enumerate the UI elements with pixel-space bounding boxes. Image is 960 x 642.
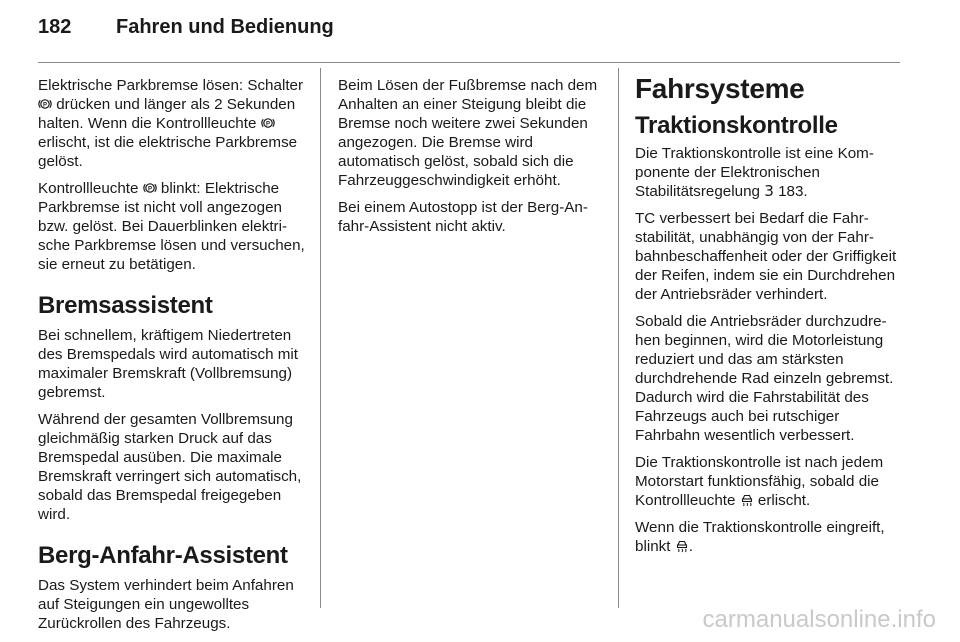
heading-fahrsysteme: Fahrsysteme [635,73,805,104]
svg-text:P: P [42,102,48,109]
parking-brake-icon [38,97,52,111]
paragraph-release-brake: Elektrische Parkbremse lösen: Schalter P drücken und länger als 2 Sekunden halten. Wenn die Kontrollleuchte P erlischt, ist die elektrische Parkbremse gelöst. [38,77,304,170]
paragraph-indicator-blinks: Kontrollleuchte P blinkt: Elektrische Parkbremse ist nicht voll angezogen bzw. gelöst. Bei Dauerblinken elektrische Parkbremse lösen und versuchen, sie erneut zu betätigen. [38,180,305,273]
paragraph-wheels-spin: Sobald die Antriebsräder durchzudrehen beginnen, wird die Motorleistung reduziert und das am stärksten durchdrehende Rad einzeln gebremst. Dadurch wird die Fahrstabilität des Fahrzeugs auch bei rutschiger Fahrbahn wesentlich verbessert. [635,313,894,444]
paragraph-tc-component: Die Traktionskontrolle ist eine Komponente der Elektronischen Stabilitätsregelung 3 183. [635,145,874,200]
paragraph-tc-improves: TC verbessert bei Bedarf die Fahrstabilität, unabhängig von der Fahrbahnbeschaffenheit oder der Griffigkeit der Reifen, indem sie ein Durchdrehen der Antriebsräder verhindert. [635,210,897,303]
column-2 [338,76,604,244]
heading-berg-anfahr-assistent: Berg-Anfahr-Assistent [38,542,288,569]
paragraph-full-braking: Während der gesamten Vollbremsung gleichmäßig starken Druck auf das Bremspedal ausüben. Die maximale Bremskraft verringert sich automatisch, sobald das Bremspedal freigegeben wird. [38,411,302,523]
svg-text:P: P [265,121,270,128]
column-3 [635,72,905,564]
svg-text:P: P [147,186,152,193]
page-title: Fahren und Bedienung [116,16,334,38]
heading-traktionskontrolle: Traktionskontrolle [635,112,838,139]
parking-brake-icon [143,181,157,195]
page-number: 182 [38,16,72,38]
traction-control-icon [675,539,689,553]
page-reference-link[interactable]: 183. [773,183,808,200]
heading-bremsassistent: Bremsassistent [38,292,213,319]
traction-control-icon [740,493,754,507]
column-divider-2 [618,68,619,608]
reference-arrow-icon: 3 [764,182,774,200]
paragraph-tc-blinks: Wenn die Traktionskontrolle eingreift, blinkt . [635,519,885,555]
paragraph-hill-start: Das System verhindert beim Anfahren auf Steigungen ein ungewolltes Zurückrollen des Fahrzeugs. [38,577,294,632]
paragraph-autostop: Bei einem Autostopp ist der Berg-Anfahr-Assistent nicht aktiv. [338,199,588,235]
paragraph-foot-brake: Beim Lösen der Fußbremse nach dem Anhalten an einer Steigung bleibt die Bremse noch weitere zwei Sekunden angezogen. Die Bremse wird automatisch gelöst, sobald sich die Fahrzeuggeschwindigkeit erhöht. [338,77,598,189]
paragraph-tc-ready: Die Traktionskontrolle ist nach jedem Motorstart funktionsfähig, sobald die Kontrollleuchte erlischt. [635,454,884,509]
paragraph-brake-assist: Bei schnellem, kräftigem Niedertreten des Bremspedals wird automatisch mit maximaler Bremskraft (Vollbremsung) gebremst. [38,327,298,401]
watermark: carmanualsonline.info [702,606,936,633]
column-divider-1 [320,68,321,608]
header-rule [38,62,900,63]
column-1 [38,76,308,641]
parking-brake-icon [261,116,275,130]
